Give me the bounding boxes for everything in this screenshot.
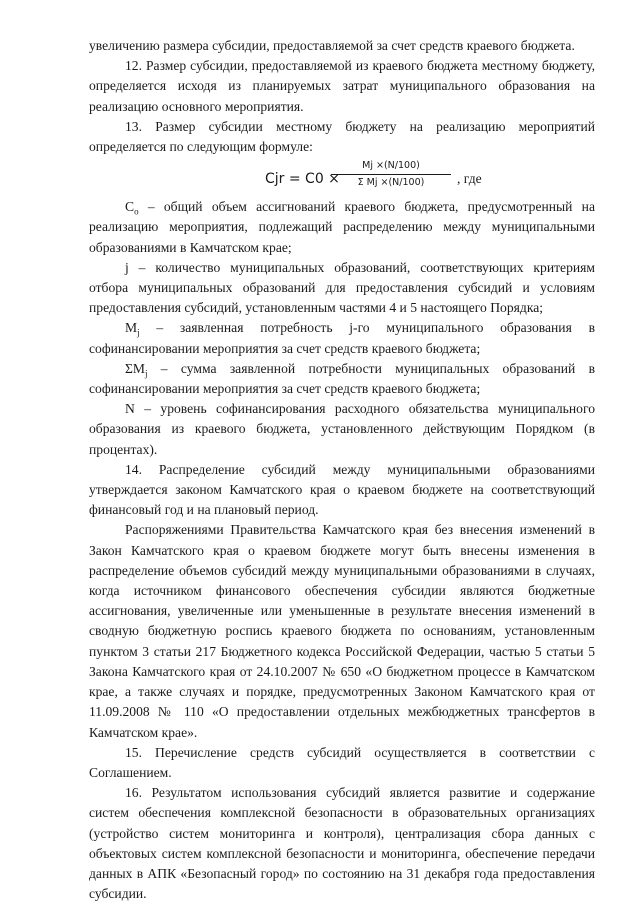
document-body xyxy=(89,36,595,904)
symbol-sum-mj-subscript: j xyxy=(145,368,148,379)
formula-fraction xyxy=(331,159,451,190)
formula-tail: , где xyxy=(457,171,482,187)
definition-c0 xyxy=(89,197,595,258)
symbol-c0-subscript: о xyxy=(134,206,139,217)
definition-j: j – количество муниципальных образований, соответствующих критериям отбора муниципальных образований для предоставления субсидий и условиям предоставления субсидий, установленным частями 4 и 5 настоящего Порядка; xyxy=(89,259,595,316)
paragraph-intro: увеличению размера субсидии, предоставляемой за счет средств краевого бюджета. xyxy=(89,38,575,53)
symbol-sum-mj: ΣM xyxy=(125,360,145,376)
fraction-bar xyxy=(331,174,451,175)
definition-sum-mj xyxy=(89,359,595,399)
paragraph-15: 15. Перечисление средств субсидий осуществляется в соответствии с Соглашением. xyxy=(89,744,595,780)
symbol-mj: M xyxy=(125,320,138,336)
definition-mj xyxy=(89,318,595,358)
definition-n: N – уровень софинансирования расходного обязательства муниципального образования из краевого бюджета, установленного действующим Порядком (в процентах). xyxy=(89,401,595,457)
symbol-c0: C xyxy=(125,199,135,215)
formula-lhs: Cjr = C0 × xyxy=(265,171,340,188)
formula-numerator: Mj ×(N/100) xyxy=(362,160,420,172)
formula-denominator: Σ Mj ×(N/100) xyxy=(357,177,425,189)
paragraph-14: 14. Распределение субсидий между муниципальными образованиями утверждается законом Камчатского края о краевом бюджете на соответствующий финансовый год и на плановый период. xyxy=(89,461,595,518)
symbol-mj-subscript: j xyxy=(137,328,140,339)
definition-sum-mj-text: – сумма заявленной потребности муниципальных образований в софинансировании мероприятия за счет средств краевого бюджета; xyxy=(89,360,595,397)
definition-mj-text: – заявленная потребность j-го муниципального образования в софинансировании мероприятия за счет средств краевого бюджета; xyxy=(89,320,595,356)
paragraph-14-continued: Распоряжениями Правительства Камчатского края без внесения изменений в Закон Камчатского края о краевом бюджете могут быть внесены изменения в распределение объемов субсидий между муниципальными образованиями в случаях, когда источником финансового обеспечения субсидии являются бюджетные ассигнования, увеличенные или уменьшенные в результате внесения изменений в сводную бюджетную роспись краевого бюджета по основаниям, установленным пунктом 3 статьи 217 Бюджетного кодекса Российской Федерации, частью 5 статьи 5 Закона Камчатского края от 24.10.2007 № 650 «О бюджетном процессе в Камчатском крае, а также случаях и порядке, предусмотренных Законом Камчатского края от 11.09.2008 № 110 «О предоставлении отдельных межбюджетных трансфертов в Камчатском крае». xyxy=(89,522,595,740)
paragraph-16: 16. Результатом использования субсидий является развитие и содержание систем обеспечения комплексной безопасности в образовательных организациях (устройство систем мониторинга и контроля), централизация сбора данных с объектовых систем комплексной безопасности и мониторинга, обеспечение передачи данных в АПК «Безопасный город» по состоянию на 31 декабря года предоставления субсидии. xyxy=(89,785,595,902)
paragraph-13: 13. Размер субсидии местному бюджету на реализацию мероприятий определяется по следующим формуле: xyxy=(89,118,595,155)
paragraph-12: 12. Размер субсидии, предоставляемой из краевого бюджета местному бюджету, определяется исходя из планируемых затрат муниципального образования на реализацию основного мероприятия. xyxy=(89,58,595,114)
definition-c0-text: – общий объем ассигнований краевого бюджета, предусмотренный на реализацию мероприятия, подлежащий распределению между муниципальными образованиями в Камчатском крае; xyxy=(89,199,595,255)
subsidy-formula xyxy=(89,158,595,194)
